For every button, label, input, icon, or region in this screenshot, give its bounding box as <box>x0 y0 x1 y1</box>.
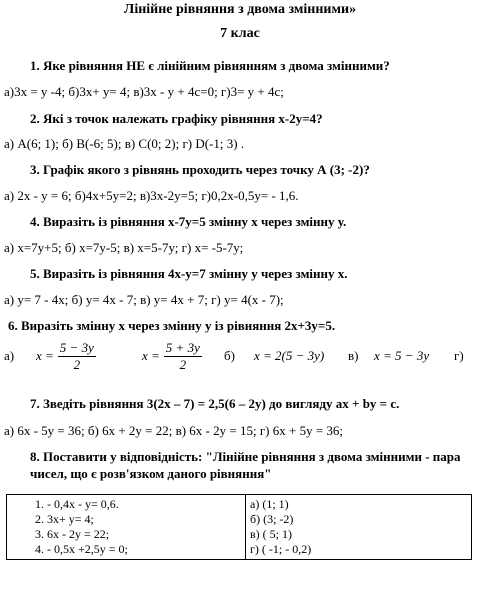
question-4 <box>0 214 480 230</box>
question-1 <box>0 58 480 74</box>
fraction-numerator: 5 + 3y <box>165 339 200 355</box>
question-1-text: 1. Яке рівняння НЕ є лінійним рівнянням з двома змінними? <box>30 58 390 73</box>
question-6 <box>0 318 480 334</box>
question-3-answers: а) 2х - у = 6; б)4х+5у=2; в)3х-2у=5; г)0,2х-0,5у= - 1,6. <box>4 188 299 203</box>
table-row <box>7 495 472 560</box>
list-item: в) ( 5; 1) <box>250 527 292 541</box>
answer-c-label: в) <box>348 348 359 363</box>
worksheet-title: Лінійне рівняння з двома змінними» <box>123 2 357 17</box>
equations-cell <box>7 495 246 560</box>
question-2-text: 2. Які з точок належать графіку рівняння х-2у=4? <box>30 111 323 126</box>
list-item: а) (1; 1) <box>250 497 289 511</box>
list-item: б) (3; -2) <box>250 512 294 526</box>
answer-a-fraction <box>58 340 96 373</box>
question-6-answers <box>4 336 474 376</box>
question-2 <box>0 111 480 127</box>
answer-a-lhs: x = <box>36 348 54 363</box>
answer-a-expression <box>36 336 96 376</box>
list-item: 1. - 0,4х - у= 0,6. <box>35 497 119 511</box>
answer-a-label: а) <box>4 348 15 363</box>
solutions-cell <box>246 495 472 560</box>
question-5-answers: а) у= 7 - 4х; б) у= 4х - 7; в) у= 4х + 7; г) у= 4(х - 7); <box>4 292 284 307</box>
fraction-denominator: 2 <box>73 356 81 372</box>
answer-d-label: г) <box>454 348 464 363</box>
matching-table <box>6 494 472 560</box>
list-item: 2. 3х+ у= 4; <box>35 512 94 526</box>
question-7-answers: а) 6х - 5у = 36; б) 6х + 2у = 22; в) 6х - 2у = 15; г) 6х + 5у = 36; <box>4 423 344 438</box>
question-4-text: 4. Виразіть із рівняння х-7у=5 змінну х через змінну у. <box>30 214 347 229</box>
answer-b-lhs: x = <box>142 348 160 363</box>
question-1-answers: а)3х = у -4; б)3х+ у= 4; в)3х - у + 4с=0; г)3= у + 4с; <box>4 84 284 99</box>
question-7 <box>0 396 480 412</box>
question-5 <box>0 266 480 282</box>
list-item: 3. 6х - 2у = 22; <box>35 527 110 541</box>
answer-b-label: б) <box>224 348 235 363</box>
question-4-answers: а) х=7у+5; б) х=7у-5; в) х=5-7у; г) х= -5-7у; <box>4 240 244 255</box>
fraction-denominator: 2 <box>179 356 187 372</box>
list-item: 4. - 0,5х +2,5у = 0; <box>35 542 128 556</box>
answer-b-fraction <box>164 340 202 373</box>
answer-b-expression <box>142 336 202 376</box>
question-3-text: 3. Графік якого з рівнянь проходить через точку А (3; -2)? <box>30 162 370 177</box>
answer-d-expression: x = 5 − 3y <box>374 348 430 363</box>
answer-c-expression: x = 2(5 − 3y) <box>254 348 325 363</box>
question-8 <box>0 448 480 482</box>
question-2-answers: а) А(6; 1); б) В(-6; 5); в) С(0; 2); г) D(-1; 3) . <box>4 136 245 151</box>
question-6-text: 6. Виразіть змінну х через змінну у із рівняння 2х+3у=5. <box>8 318 336 333</box>
fraction-numerator: 5 − 3y <box>59 339 94 355</box>
grade-label: 7 клас <box>220 26 260 41</box>
question-8-text: 8. Поставити у відповідність: "Лінійне рівняння з двома змінними - пара чисел, що є розв'язком даного рівняння" <box>30 449 461 481</box>
list-item: г) ( -1; - 0,2) <box>250 542 312 556</box>
question-3 <box>0 162 480 178</box>
question-5-text: 5. Виразіть із рівняння 4х-у=7 змінну у через змінну х. <box>30 266 348 281</box>
question-7-text: 7. Зведіть рівняння 3(2х – 7) = 2,5(6 – 2у) до вигляду ах + bу = с. <box>30 396 400 411</box>
